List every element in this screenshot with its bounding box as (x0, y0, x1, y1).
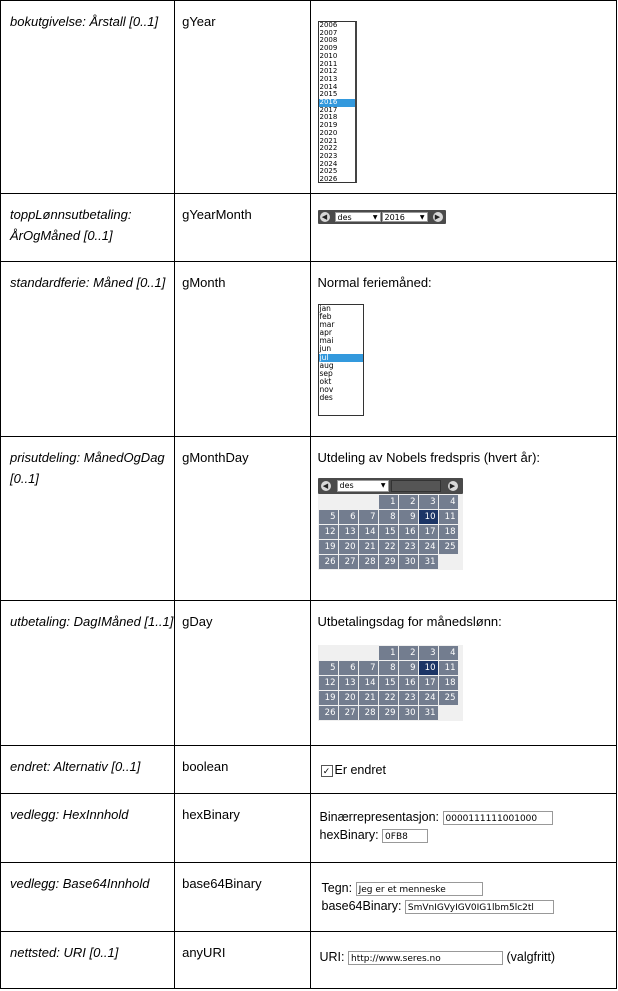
calendar-day[interactable]: 3 (419, 646, 438, 660)
year-value: 2016 (384, 213, 405, 222)
calendar-day[interactable]: 29 (379, 555, 398, 569)
month-select[interactable] (335, 212, 381, 222)
table-row (1, 437, 617, 601)
calendar-day[interactable]: 8 (379, 510, 398, 524)
calendar-day[interactable]: 23 (399, 540, 418, 554)
month-select[interactable] (337, 480, 389, 492)
year-option[interactable]: 2015 (319, 90, 338, 99)
year-option[interactable]: 2025 (319, 167, 338, 176)
calendar-day[interactable]: 19 (319, 540, 338, 554)
calendar-day[interactable]: 2 (399, 646, 418, 660)
calendar-grid-wrap (318, 645, 463, 721)
calendar-day[interactable]: 1 (379, 495, 398, 509)
prev-icon[interactable]: ◀ (320, 212, 330, 222)
month-value: des (339, 481, 354, 490)
calendar-day[interactable]: 20 (339, 540, 358, 554)
year-option[interactable]: 2016 (319, 99, 355, 107)
next-icon[interactable]: ▶ (433, 212, 443, 222)
calendar-grid-wrap (318, 494, 463, 570)
calendar-header (318, 478, 463, 494)
calendar-day[interactable]: 8 (379, 661, 398, 675)
calendar-empty-cell (339, 646, 358, 660)
next-icon[interactable]: ▶ (448, 481, 458, 491)
year-option[interactable]: 2024 (319, 159, 338, 168)
checkbox-label: Er endret (334, 763, 386, 777)
year-option[interactable]: 2018 (319, 113, 338, 122)
property-name: vedlegg: HexInnhold (10, 807, 129, 822)
month-value: des (337, 213, 352, 222)
gday-calendar (318, 645, 463, 721)
calendar-day[interactable]: 27 (339, 706, 358, 720)
year-option[interactable]: 2023 (319, 151, 338, 160)
calendar-day[interactable]: 13 (339, 676, 358, 690)
month-option[interactable]: jan (319, 304, 331, 313)
calendar-day[interactable]: 14 (359, 525, 378, 539)
month-option[interactable]: jun (319, 344, 332, 354)
year-option[interactable]: 2006 (319, 21, 338, 29)
tegn-label: Tegn: (321, 881, 353, 895)
month-option[interactable]: apr (319, 328, 332, 338)
hexbinary-label: hexBinary: (319, 828, 379, 842)
chevron-down-icon: ▼ (372, 214, 378, 221)
year-option[interactable]: 2012 (319, 67, 338, 76)
gday-label: Utbetalingsdag for månedslønn: (317, 614, 502, 629)
base64-input[interactable]: SmVnIGVyIGV0IG1lbm5lc2tl (405, 900, 554, 914)
calendar-day[interactable]: 10 (419, 510, 438, 524)
calendar-day[interactable]: 31 (419, 555, 438, 569)
calendar-grid (319, 495, 462, 569)
property-name: vedlegg: Base64Innhold (10, 876, 150, 891)
month-option[interactable]: nov (319, 384, 334, 394)
property-type: anyURI (182, 945, 226, 960)
calendar-empty-cell (359, 646, 378, 660)
month-option[interactable]: des (319, 393, 333, 403)
calendar-day[interactable]: 12 (319, 676, 338, 690)
gmonth-label: Normal feriemåned: (317, 275, 432, 290)
calendar-day[interactable]: 26 (319, 555, 338, 569)
uri-input[interactable]: http://www.seres.no (348, 951, 503, 965)
calendar-day[interactable]: 7 (359, 661, 378, 675)
endret-checkbox[interactable]: ✓ (321, 765, 333, 777)
month-option[interactable]: feb (319, 312, 332, 322)
property-type: gMonth (182, 275, 226, 290)
calendar-day[interactable]: 9 (399, 661, 418, 675)
monthday-calendar (318, 478, 463, 570)
calendar-day[interactable]: 20 (339, 691, 358, 705)
calendar-day[interactable]: 4 (439, 646, 458, 660)
base64-label: base64Binary: (321, 899, 402, 913)
calendar-day[interactable]: 30 (399, 555, 418, 569)
property-type: boolean (182, 759, 229, 774)
calendar-day[interactable]: 7 (359, 510, 378, 524)
calendar-day[interactable]: 16 (399, 525, 418, 539)
year-option[interactable]: 2022 (319, 144, 338, 153)
year-option[interactable]: 2019 (319, 121, 338, 130)
month-option[interactable]: aug (319, 360, 334, 370)
table-row (1, 1, 617, 194)
calendar-day[interactable]: 16 (399, 676, 418, 690)
calendar-day[interactable]: 25 (439, 540, 458, 554)
year-option[interactable]: 2009 (319, 44, 338, 53)
table-row (1, 932, 617, 989)
calendar-empty-cell (339, 495, 358, 509)
year-listbox[interactable] (318, 21, 357, 183)
table-row (1, 194, 617, 262)
calendar-day[interactable]: 18 (439, 676, 458, 690)
binary-rep-input[interactable]: 0000111111001000 (443, 811, 553, 825)
month-option[interactable]: okt (319, 376, 332, 386)
property-name: nettsted: URI [0..1] (10, 945, 119, 960)
year-option[interactable]: 2008 (319, 36, 338, 45)
calendar-day[interactable]: 15 (379, 676, 398, 690)
calendar-day[interactable]: 17 (419, 676, 438, 690)
tegn-input[interactable]: Jeg er et menneske (356, 882, 483, 896)
calendar-day[interactable]: 25 (439, 691, 458, 705)
year-select[interactable] (382, 212, 428, 222)
calendar-day[interactable]: 12 (319, 525, 338, 539)
table-row (1, 863, 617, 932)
year-option[interactable]: 2013 (319, 74, 338, 83)
year-option[interactable]: 2007 (319, 28, 338, 37)
calendar-day[interactable]: 30 (399, 706, 418, 720)
calendar-day[interactable]: 4 (439, 495, 458, 509)
chevron-down-icon: ▼ (419, 214, 425, 221)
calendar-day[interactable]: 22 (379, 540, 398, 554)
calendar-day[interactable]: 6 (339, 661, 358, 675)
year-option[interactable]: 2020 (319, 128, 338, 137)
year-option[interactable]: 2017 (319, 105, 338, 114)
calendar-day[interactable]: 22 (379, 691, 398, 705)
calendar-day[interactable]: 11 (439, 510, 458, 524)
calendar-day[interactable]: 29 (379, 706, 398, 720)
month-option[interactable]: sep (319, 368, 333, 378)
yearmonth-picker (318, 210, 446, 224)
calendar-day[interactable]: 28 (359, 706, 378, 720)
calendar-day[interactable]: 23 (399, 691, 418, 705)
calendar-day[interactable]: 5 (319, 661, 338, 675)
calendar-day[interactable]: 24 (419, 540, 438, 554)
month-listbox[interactable] (318, 304, 364, 416)
calendar-day[interactable]: 3 (419, 495, 438, 509)
table-row (1, 601, 617, 746)
calendar-day[interactable]: 11 (439, 661, 458, 675)
uri-label: URI: (319, 950, 345, 964)
calendar-day[interactable]: 21 (359, 691, 378, 705)
month-option[interactable]: jul (319, 354, 363, 362)
property-type: gDay (182, 614, 213, 629)
hexbinary-input[interactable]: 0FB8 (382, 829, 428, 843)
year-option[interactable]: 2026 (319, 175, 338, 183)
property-name: endret: Alternativ [0..1] (10, 759, 141, 774)
calendar-empty-cell (319, 646, 338, 660)
property-type: gMonthDay (182, 450, 249, 465)
calendar-day[interactable]: 26 (319, 706, 338, 720)
calendar-day[interactable]: 19 (319, 691, 338, 705)
table-row (1, 794, 617, 863)
calendar-day[interactable]: 28 (359, 555, 378, 569)
calendar-day[interactable]: 9 (399, 510, 418, 524)
year-option[interactable]: 2010 (319, 51, 338, 60)
calendar-grid (319, 646, 462, 720)
calendar-day[interactable]: 21 (359, 540, 378, 554)
calendar-day[interactable]: 10 (419, 661, 438, 675)
property-name: prisutdeling: MånedOgDag [0..1] (10, 450, 165, 486)
year-field[interactable] (391, 480, 441, 492)
uri-note: (valgfritt) (506, 950, 556, 964)
calendar-day[interactable]: 24 (419, 691, 438, 705)
calendar-empty-cell (319, 495, 338, 509)
calendar-day[interactable]: 18 (439, 525, 458, 539)
month-option[interactable]: mai (319, 336, 334, 346)
property-name: bokutgivelse: Årstall [0..1] (10, 14, 159, 29)
table-row (1, 262, 617, 437)
calendar-day[interactable]: 31 (419, 706, 438, 720)
calendar-day[interactable]: 6 (339, 510, 358, 524)
monthday-label: Utdeling av Nobels fredspris (hvert år): (317, 450, 541, 465)
property-type: base64Binary (182, 876, 262, 891)
calendar-empty-cell (359, 495, 378, 509)
property-type: gYear (182, 14, 216, 29)
binary-rep-label: Binærrepresentasjon: (319, 810, 440, 824)
property-type: gYearMonth (182, 207, 252, 222)
calendar-day[interactable]: 5 (319, 510, 338, 524)
year-option[interactable]: 2021 (319, 136, 338, 145)
year-option[interactable]: 2014 (319, 82, 338, 91)
calendar-day[interactable]: 1 (379, 646, 398, 660)
month-option[interactable]: mar (319, 320, 335, 330)
table-row (1, 746, 617, 794)
year-option[interactable]: 2011 (319, 59, 338, 68)
prev-icon[interactable]: ◀ (321, 481, 331, 491)
calendar-day[interactable]: 14 (359, 676, 378, 690)
property-name: standardferie: Måned [0..1] (10, 275, 166, 290)
calendar-day[interactable]: 15 (379, 525, 398, 539)
calendar-day[interactable]: 27 (339, 555, 358, 569)
property-name: utbetaling: DagIMåned [1..1] (10, 614, 174, 629)
chevron-down-icon: ▼ (380, 482, 386, 489)
calendar-day[interactable]: 2 (399, 495, 418, 509)
property-type: hexBinary (182, 807, 240, 822)
calendar-day[interactable]: 17 (419, 525, 438, 539)
calendar-day[interactable]: 13 (339, 525, 358, 539)
property-name: toppLønnsutbetaling: ÅrOgMåned [0..1] (10, 207, 132, 243)
